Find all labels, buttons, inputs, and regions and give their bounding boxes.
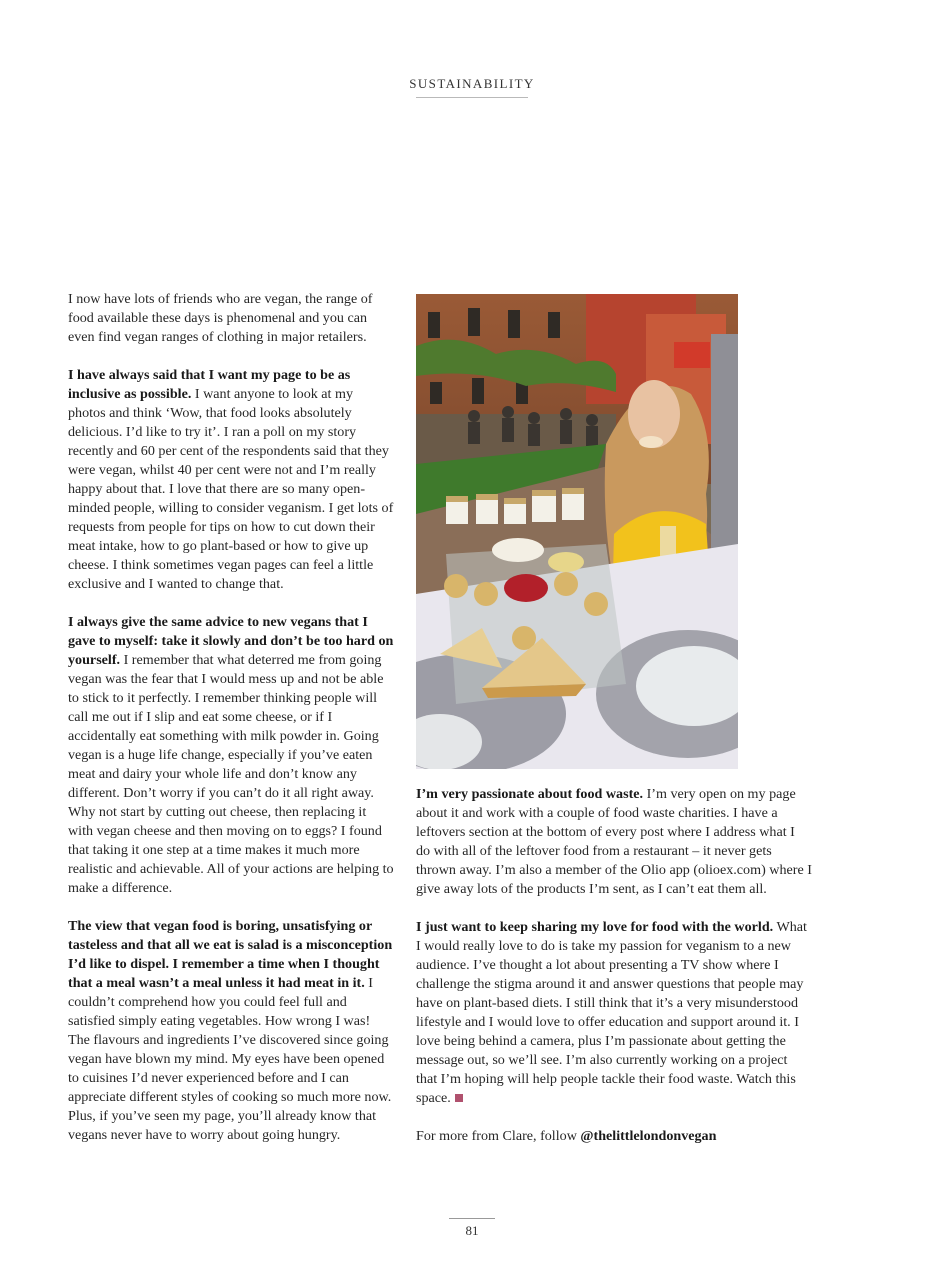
page-number: 81 [465, 1223, 479, 1238]
inclusive-body: I want anyone to look at my photos and think ‘Wow, that food looks absolutely delicious. I’d like to try it’. I ran a poll on my story recently and 60 per cent of the respondents said that they were vegan, whilst 40 per cent were not and I’m really happy about that. I love that there are so many open-minded people, willing to consider veganism. I get lots of requests from people for tips on how to cut down their meat intake, how to go plant-based or how to give up cheese. I think sometimes vegan pages can feel a little exclusive and I wanted to change that. [68, 386, 394, 592]
inclusive-lead: I have always said that I want my page to be as inclusive as possible. [68, 367, 351, 402]
end-mark-square [455, 1094, 463, 1102]
sharing-lead: I just want to keep sharing my love for food with the world. [416, 919, 774, 935]
page-folio [0, 1218, 944, 1239]
sharing-body: What I would really love to do is take my passion for veganism to a new audience. I’ve thought a lot about presenting a TV show where I challenge the stigma around it and answer questions that people may have on plant-based diets. I still think that it’s a very misunderstood lifestyle and I would love to offer education and support around it. I love being behind a camera, plus I’m passionate about getting the message out, so we’ll see. I’m also currently working on a project that I’m hoping will help people tackle their food waste. Watch this space. [416, 919, 807, 1106]
misconception-body: I couldn’t comprehend how you could feel full and satisfied simply eating vegetables. How wrong I was! The flavours and ingredients I’ve discovered since going vegan have blown my mind. My eyes have been opened to cuisines I’d never experienced before and I can appreciate different styles of cooking so much more now. Plus, if you’ve seen my page, you’ll already know that vegans never have to worry about going hungry. [68, 975, 392, 1143]
right-column [416, 785, 812, 1165]
misconception-lead: The view that vegan food is boring, unsatisfying or tasteless and that all we eat is salad is a misconception I’d like to dispel. I remember a time when I thought that a meal wasn’t a meal unless it had meat in it. [68, 918, 393, 991]
food-waste-lead: I’m very passionate about food waste. [416, 786, 644, 802]
advice-lead: I always give the same advice to new vegans that I gave to myself: take it slowly and don’t be too hard on yourself. [68, 614, 394, 668]
food-waste-body: I’m very open on my page about it and work with a couple of food waste charities. I have a leftovers section at the bottom of every post where I address what I do with all of the leftover food from a restaurant – it never gets thrown away. I’m also a member of the Olio app (olioex.com) where I give away lots of the products I’m sent, as I can’t eat them all. [416, 786, 812, 897]
advice-body: I remember that what deterred me from going vegan was the fear that I would mess up and not be able to stick to it perfectly. I remember thinking people will call me out if I slip and eat some cheese, or if I accidentally eat something with milk powder in. Going vegan is a huge life change, especially if you’ve eaten meat and dairy your whole life and don’t know any different. Don’t worry if you can’t do it all right away. Why not start by cutting out cheese, then replacing it with vegan cheese and then moving on to eggs? I found that taking it one step at a time makes it much more realistic and achievable. All of your actions are helping to make a difference. [68, 652, 394, 896]
afternoon-tea-photo [416, 294, 738, 769]
section-title: SUSTAINABILITY [409, 76, 535, 91]
photo-illustration [416, 294, 738, 769]
follow-line [416, 1127, 812, 1146]
section-underline [416, 97, 528, 98]
inclusive-paragraph [68, 366, 394, 594]
follow-text: For more from Clare, follow [416, 1128, 581, 1144]
follow-handle: @thelittlelondonvegan [580, 1128, 717, 1144]
advice-paragraph [68, 613, 394, 898]
left-column [68, 290, 394, 1164]
section-label [0, 76, 944, 98]
misconception-paragraph [68, 917, 394, 1145]
folio-rule [449, 1218, 495, 1219]
sharing-paragraph [416, 918, 812, 1108]
food-waste-paragraph [416, 785, 812, 899]
intro-paragraph: I now have lots of friends who are vegan, the range of food available these days is phenomenal and you can even find vegan ranges of clothing in major retailers. [68, 291, 373, 345]
